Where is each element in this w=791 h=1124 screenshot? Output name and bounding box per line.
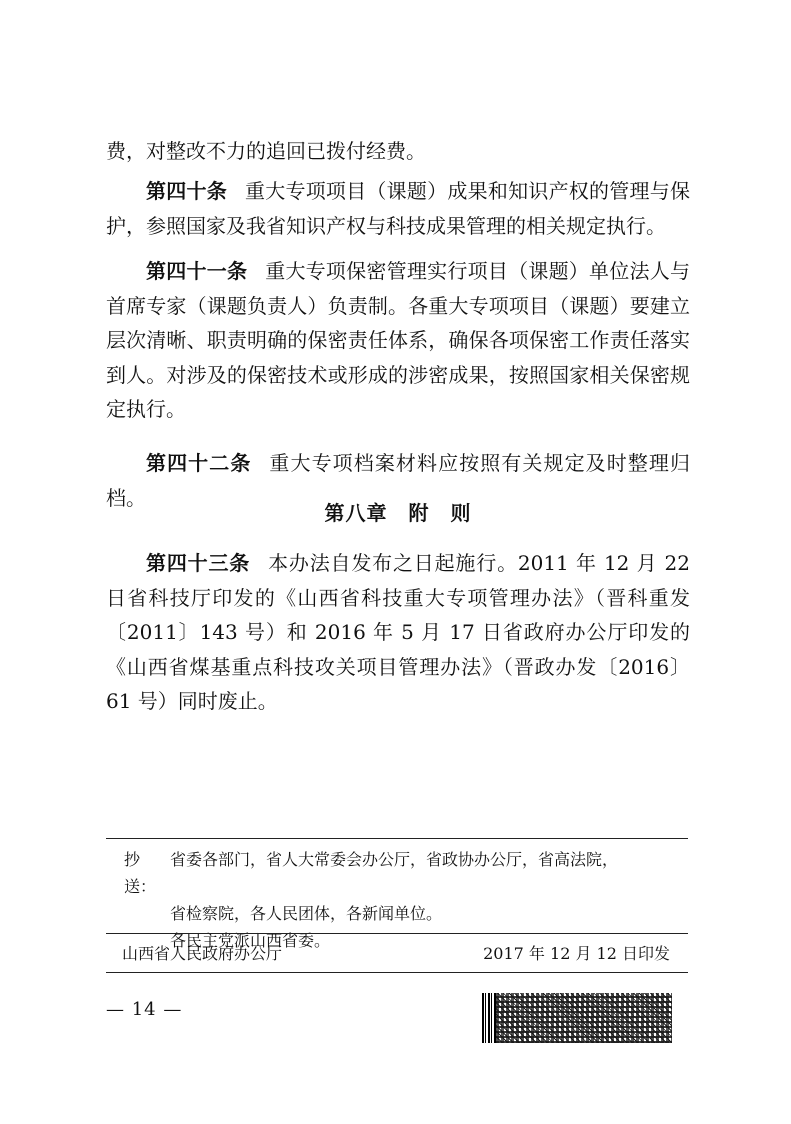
cc-line-1: 省委各部门，省人大常委会办公厅，省政协办公厅，省高法院，	[170, 850, 619, 869]
cc-line-2: 省检察院，各人民团体，各新闻单位。	[170, 904, 443, 923]
article-42-title: 第四十二条	[146, 451, 252, 475]
article-43-title: 第四十三条	[146, 551, 251, 575]
article-40-title: 第四十条	[146, 179, 227, 203]
cc-bottom-rule	[106, 933, 688, 934]
article-40-text: 重大专项项目（课题）成果和知识产权的管理与保护，参照国家及我省知识产权与科技成果管理的相关规定执行。	[106, 179, 691, 238]
cc-line-3: 各民主党派山西省委。	[170, 931, 331, 950]
print-info	[122, 940, 670, 968]
footer-bottom-rule	[106, 972, 688, 973]
article-43	[106, 546, 690, 719]
cc-block	[124, 846, 686, 954]
barcode-bars	[482, 993, 496, 1043]
cc-label: 抄送：	[124, 850, 157, 896]
article-41-title: 第四十一条	[146, 259, 248, 283]
page-number: — 14 —	[106, 999, 183, 1020]
barcode-matrix	[496, 993, 672, 1043]
paragraph-continuation: 费，对整改不力的追回已拨付经费。	[106, 139, 426, 163]
article-42-text: 重大专项档案材料应按照有关规定及时整理归档。	[106, 451, 691, 510]
print-date: 2017 年 12 月 12 日印发	[483, 944, 670, 963]
issuer: 山西省人民政府办公厅	[122, 944, 283, 963]
article-40	[106, 174, 690, 243]
cc-top-rule	[106, 838, 688, 839]
barcode-image	[482, 993, 672, 1043]
chapter-heading: 第八章 附 则	[324, 501, 472, 525]
article-43-text: 本办法自发布之日起施行。2011 年 12 月 22 日省科技厅印发的《山西省科技重大专项管理办法》（晋科重发〔2011〕143 号）和 2016 年 5 月 17 日省政府办公厅印发的《山西省煤基重点科技攻关项目管理办法》（晋政办发〔2016〕61 号）同时废止。	[106, 551, 691, 713]
article-41	[106, 254, 690, 427]
article-41-text: 重大专项保密管理实行项目（课题）单位法人与首席专家（课题负责人）负责制。各重大专项项目（课题）要建立层次清晰、职责明确的保密责任体系，确保各项保密工作责任落实到人。对涉及的保密技术或形成的涉密成果，按照国家相关保密规定执行。	[106, 259, 691, 421]
